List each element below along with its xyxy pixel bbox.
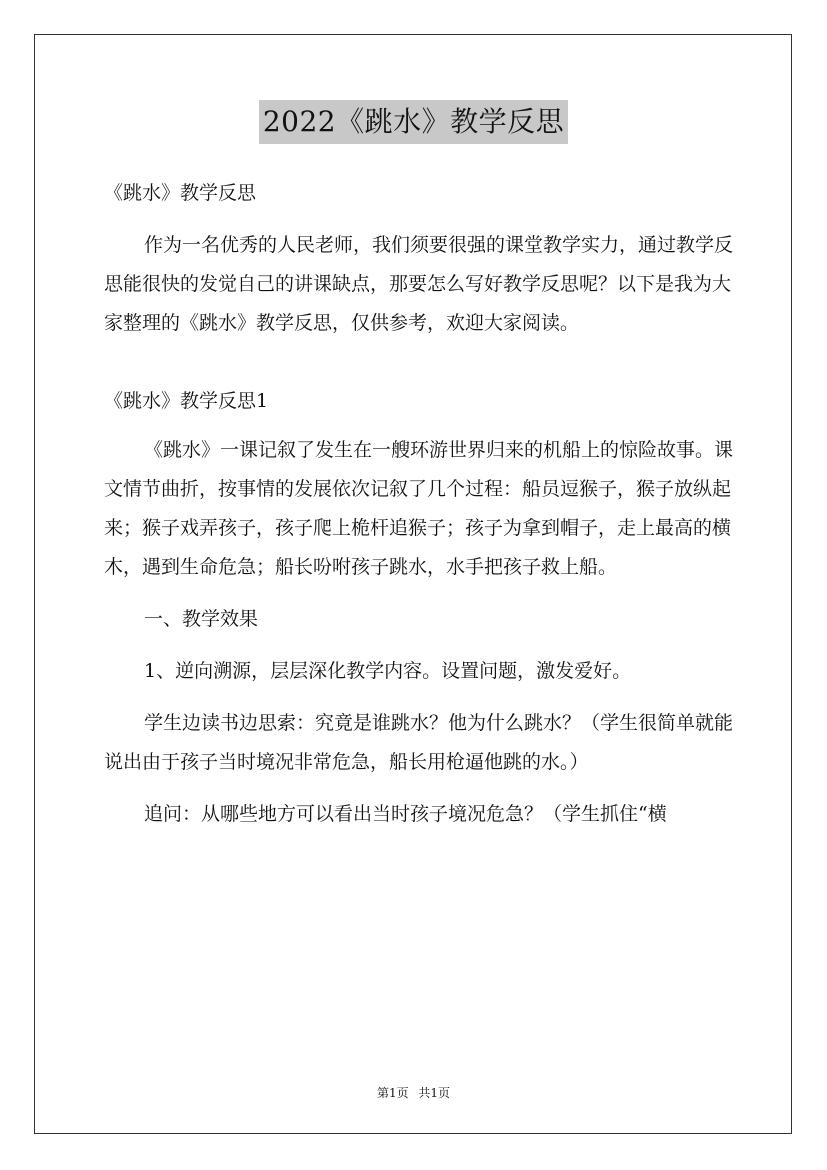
document-title: 2022《跳水》教学反思 xyxy=(259,100,568,144)
page-number: 第1页 xyxy=(376,1086,409,1100)
title-container xyxy=(0,100,827,144)
point-item: 1、逆向溯源，层层深化教学内容。设置问题，激发爱好。 xyxy=(144,660,632,682)
part-heading: 一、教学效果 xyxy=(144,608,259,630)
section-paragraph: 《跳水》一课记叙了发生在一艘环游世界归来的机船上的惊险故事。课文情节曲折，按事情的发展依次记叙了几个过程：船员逗猴子，猴子放纵起来；猴子戏弄孩子，孩子爬上桅杆追猴子；孩子为拿到帽子，走上最高的横木，遇到生命危急；船长吩咐孩子跳水，水手把孩子救上船。 xyxy=(104,439,734,578)
body-paragraph: 学生边读书边思索：究竟是谁跳水？他为什么跳水？（学生很简单就能说出由于孩子当时境况非常危急，船长用枪逼他跳的水。） xyxy=(104,712,734,773)
page-footer xyxy=(0,1084,827,1101)
section-heading: 《跳水》教学反思1 xyxy=(104,390,269,412)
document-subtitle: 《跳水》教学反思 xyxy=(104,182,257,204)
total-pages: 共1页 xyxy=(418,1086,451,1100)
body-paragraph-followup: 追问：从哪些地方可以看出当时孩子境况危急？（学生抓住“横 xyxy=(144,803,667,825)
document-body xyxy=(104,174,744,834)
intro-paragraph: 作为一名优秀的人民老师，我们须要很强的课堂教学实力，通过教学反思能很快的发觉自己的讲课缺点，那要怎么写好教学反思呢？以下是我为大家整理的《跳水》教学反思，仅供参考，欢迎大家阅读。 xyxy=(104,234,734,334)
